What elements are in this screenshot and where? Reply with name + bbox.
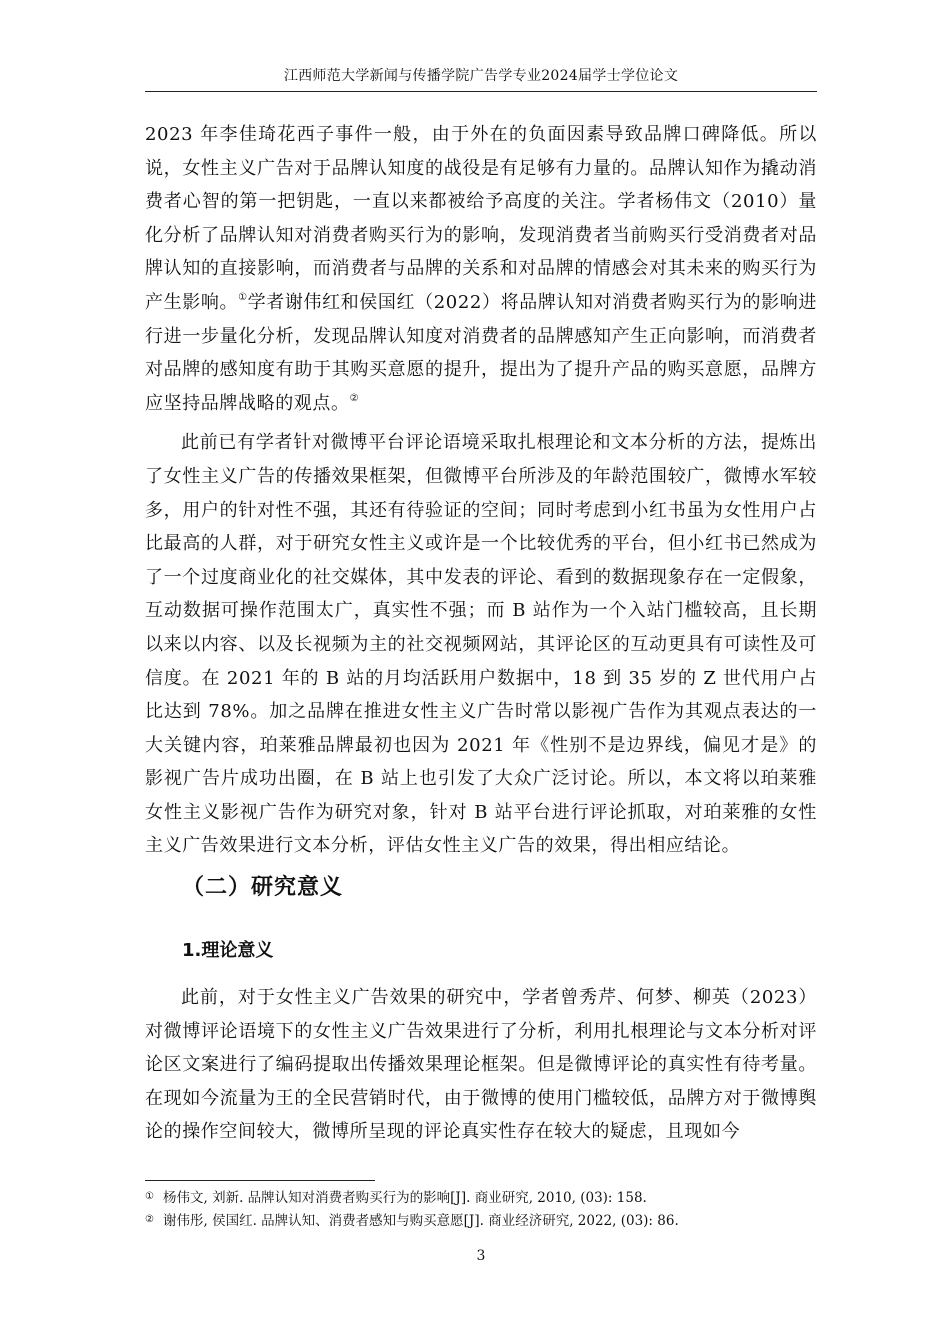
subsection-heading: 1.理论意义 (182, 940, 274, 961)
paragraph-2: 此前已有学者针对微博平台评论语境采取扎根理论和文本分析的方法，提炼出了女性主义广告的传播效果框架，但微博平台所涉及的年龄范围较广，微博水军较多，用户的针对性不强，其还有待验证的空间；同时考虑到小红书虽为女性用户占比最高的人群，对于研究女性主义或许是一个比较优秀的平台，但小红书已然成为了一个过度商业化的社交媒体，其中发表的评论、看到的数据现象存在一定假象，互动数据可操作范围太广，真实性不强；而 B 站作为一个入站门槛较高，且长期以来以内容、以及长视频为主的社交视频网站，其评论区的互动更具有可读性及可信度。在 2021 年的 B 站的月均活跃用户数据中，18 到 35 岁的 Z 世代用户占比达到 78%。加之品牌在推进女性主义广告时常以影视广告作为其观点表达的一大关键内容，珀莱雅品牌最初也因为 2021 年《性别不是边界线，偏见才是》的影视广告片成功出圈，在 B 站上也引发了大众广泛讨论。所以，本文将以珀莱雅女性主义影视广告作为研究对象，针对 B 站平台进行评论抓取，对珀莱雅的女性主义广告效果进行文本分析，评估女性主义广告的效果，得出相应结论。 (145, 432, 817, 857)
header-rule (145, 91, 817, 92)
footnote-1-mark: ① (145, 1191, 154, 1202)
footnote-ref-1[interactable]: ① (238, 291, 248, 303)
page-header: 江西师范大学新闻与传播学院广告学专业2024届学士学位论文 (283, 68, 679, 84)
page-number: 3 (476, 1248, 486, 1264)
section-heading: （二）研究意义 (182, 875, 344, 900)
footnote-rule (145, 1180, 375, 1181)
footnote-1 (145, 1186, 817, 1209)
body-block-1 (145, 118, 817, 863)
footnotes (145, 1186, 817, 1232)
paragraph-1-part-a: 2023 年李佳琦花西子事件一般，由于外在的负面因素导致品牌口碑降低。所以说，女性主义广告对于品牌认知度的战役是有足够有力量的。品牌认知作为撬动消费者心智的第一把钥匙，一直以来都被给予高度的关注。学者杨伟文（2010）量化分析了品牌认知对消费者购买行为的影响，发现消费者当前购买行受消费者对品牌认知的直接影响，而消费者与品牌的关系和对品牌的情感会对其未来的购买行为产生影响。 (145, 124, 817, 313)
body-block-2 (145, 981, 817, 1149)
paragraph-1-part-b: 学者谢伟红和侯国红（2022）将品牌认知对消费者购买行为的影响进行进一步量化分析，发现品牌认知度对消费者的品牌感知产生正向影响，而消费者对品牌的感知度有助于其购买意愿的提升，提出为了提升产品的购买意愿，品牌方应坚持品牌战略的观点。 (145, 291, 817, 414)
footnote-2-text: 谢伟彤, 侯国红. 品牌认知、消费者感知与购买意愿[J]. 商业经济研究, 2022, (03): 86. (163, 1213, 679, 1229)
footnote-2-mark: ② (145, 1214, 154, 1225)
footnote-1-text: 杨伟文, 刘新. 品牌认知对消费者购买行为的影响[J]. 商业研究, 2010, (03): 158. (163, 1190, 647, 1206)
footnote-2 (145, 1209, 817, 1232)
paragraph-1 (145, 118, 817, 420)
footnote-ref-2[interactable]: ② (349, 392, 360, 404)
paragraph-3: 此前，对于女性主义广告效果的研究中，学者曾秀芹、何梦、柳英（2023）对微博评论语境下的女性主义广告效果进行了分析，利用扎根理论与文本分析对评论区文案进行了编码提取出传播效果理论框架。但是微博评论的真实性有待考量。在现如今流量为王的全民营销时代，由于微博的使用门槛较低，品牌方对于微博舆论的操作空间较大，微博所呈现的评论真实性存在较大的疑虑，且现如今 (145, 987, 817, 1143)
